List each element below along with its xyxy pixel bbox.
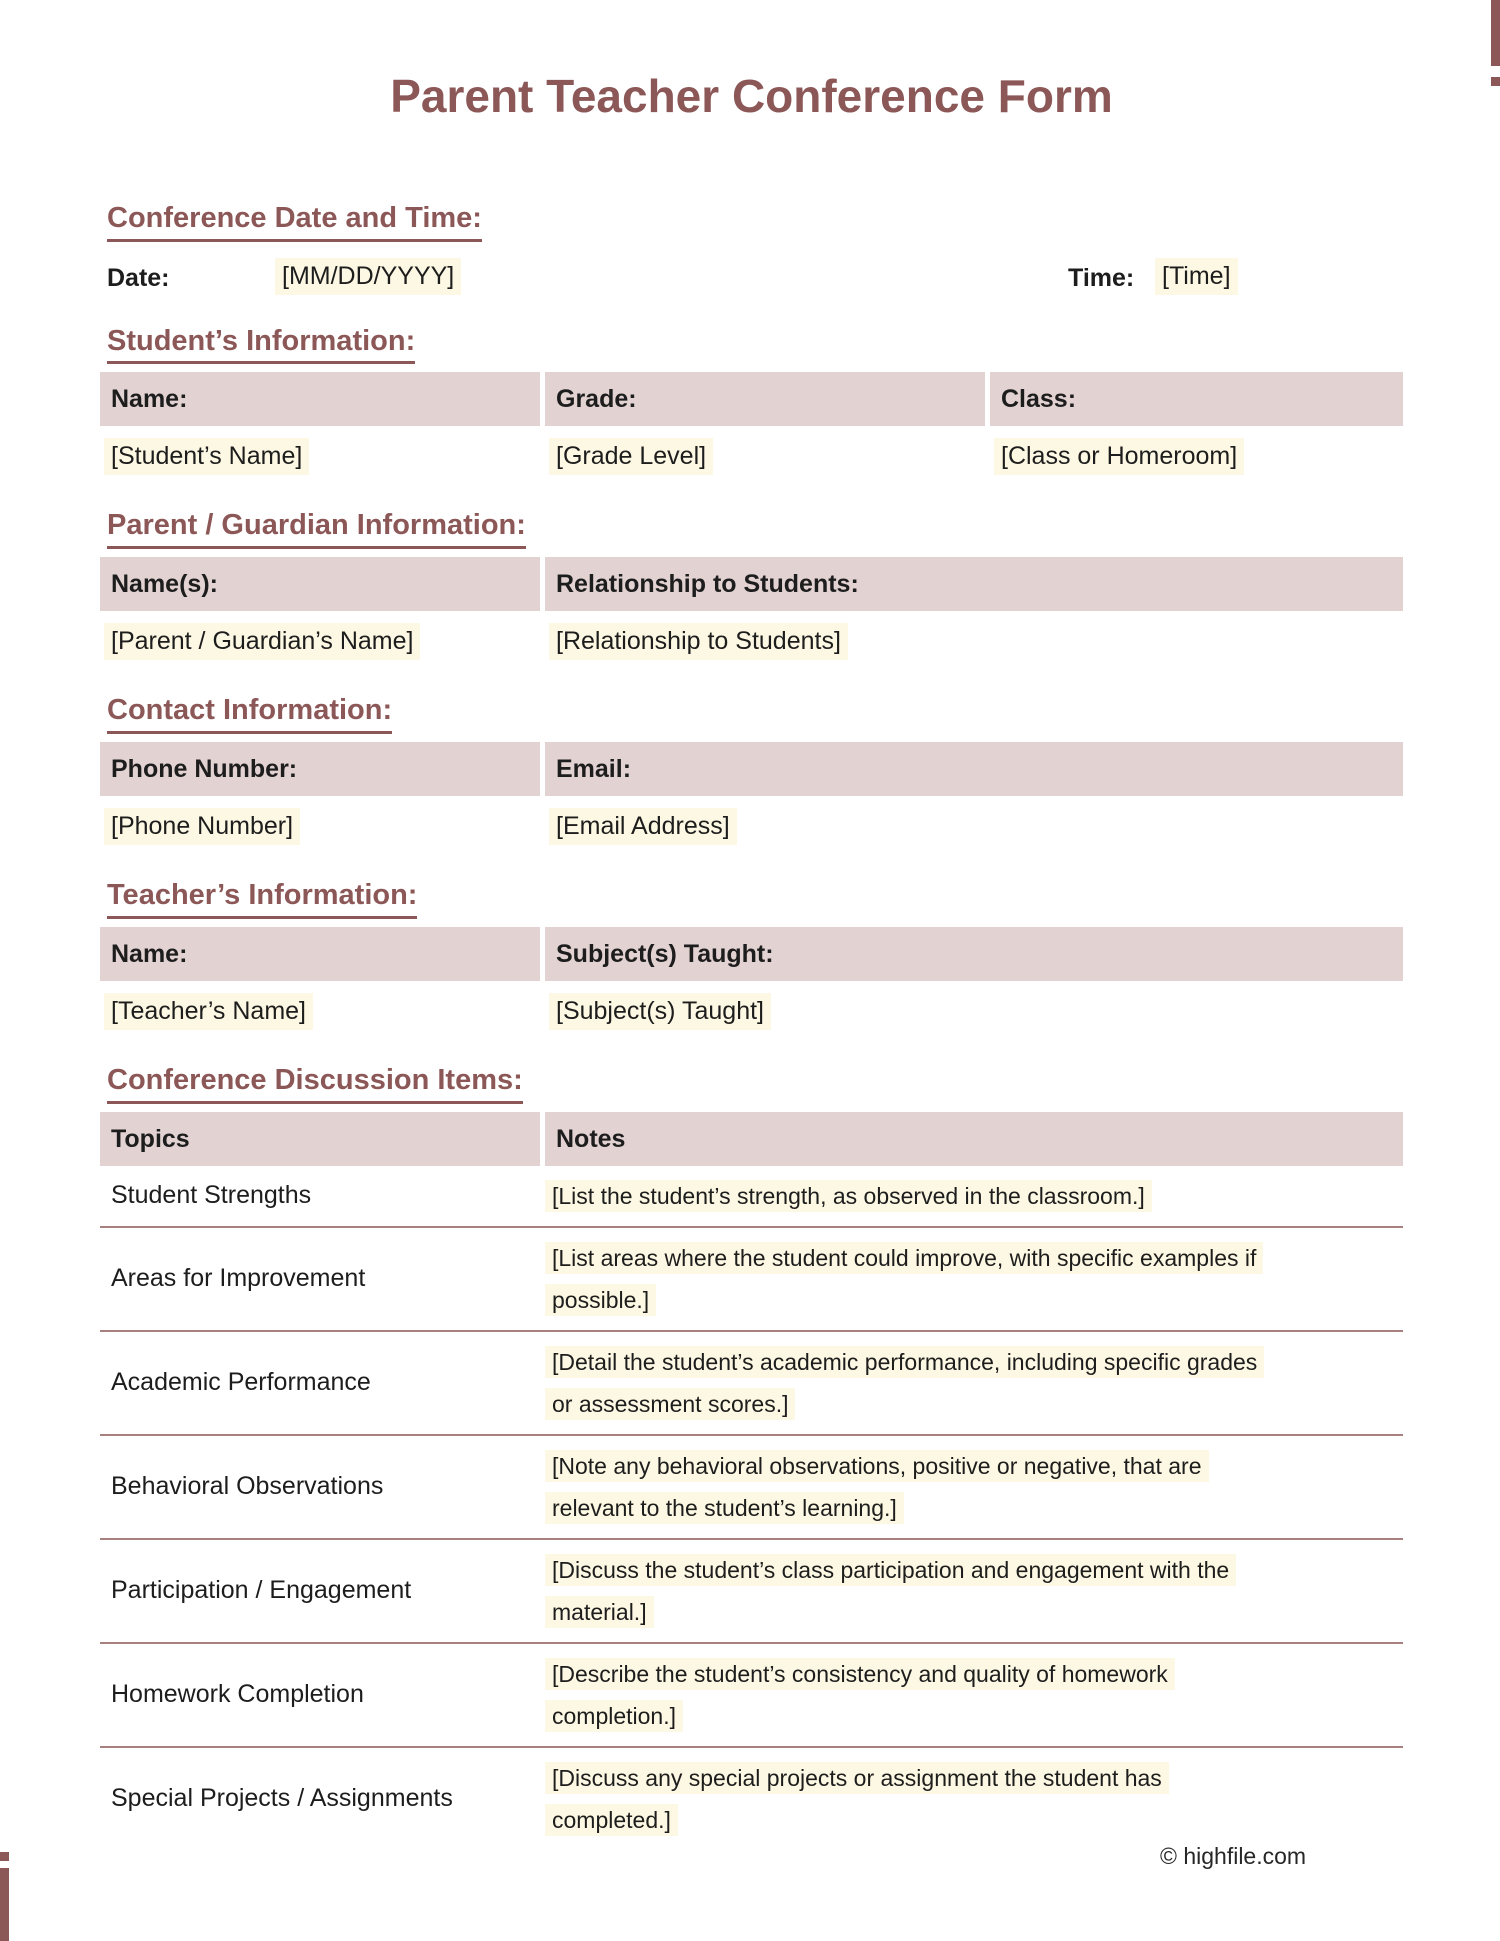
note-field[interactable]: [List areas where the student could improve, with specific examples if possible.]	[545, 1242, 1263, 1316]
student-grade-field[interactable]: [Grade Level]	[549, 438, 713, 475]
note-field[interactable]: [Discuss the student’s class participation and engagement with the material.]	[545, 1554, 1236, 1628]
section-heading-contact-info	[107, 693, 1403, 734]
topic-cell: Homework Completion	[111, 1680, 364, 1709]
discussion-table-header-row	[100, 1112, 1403, 1166]
section-heading-discussion-items	[107, 1063, 1403, 1104]
datetime-row	[100, 256, 1403, 304]
table-row	[100, 1166, 1403, 1226]
footer-credit: © highfile.com	[1160, 1843, 1307, 1869]
time-label: Time:	[1068, 263, 1135, 292]
column-header-topics: Topics	[100, 1112, 540, 1166]
table-row	[100, 1746, 1403, 1850]
column-header-parent-relationship: Relationship to Students:	[545, 557, 1403, 611]
note-field[interactable]: [List the student’s strength, as observed in the classroom.]	[545, 1180, 1152, 1212]
teacher-info-value-row	[100, 981, 1403, 1043]
table-row	[100, 1642, 1403, 1746]
column-header-notes: Notes	[545, 1112, 1403, 1166]
note-field[interactable]: [Detail the student’s academic performance, including specific grades or assessment scores.]	[545, 1346, 1264, 1420]
contact-info-header-row	[100, 742, 1403, 796]
column-header-student-name: Name:	[100, 372, 540, 426]
phone-number-field[interactable]: [Phone Number]	[104, 808, 300, 845]
column-header-email: Email:	[545, 742, 1403, 796]
section-heading-student-info	[107, 324, 1403, 365]
note-field[interactable]: [Discuss any special projects or assignment the student has completed.]	[545, 1762, 1169, 1836]
topic-cell: Areas for Improvement	[111, 1264, 366, 1293]
table-row	[100, 1538, 1403, 1642]
parent-relationship-field[interactable]: [Relationship to Students]	[549, 623, 848, 660]
section-heading-datetime	[107, 201, 1403, 242]
table-row	[100, 1330, 1403, 1434]
topic-cell: Student Strengths	[111, 1181, 312, 1210]
table-row	[100, 1226, 1403, 1330]
section-heading-text: Student’s Information:	[107, 324, 415, 365]
section-heading-teacher-info	[107, 878, 1403, 919]
section-heading-text: Contact Information:	[107, 693, 392, 734]
document-content	[100, 0, 1403, 1850]
accent-mark-bottom-left-bar	[0, 1868, 9, 1941]
table-row	[100, 1434, 1403, 1538]
topic-cell: Behavioral Observations	[111, 1472, 384, 1501]
accent-mark-top-right-dot	[1491, 77, 1500, 86]
parent-name-field[interactable]: [Parent / Guardian’s Name]	[104, 623, 420, 660]
date-label: Date:	[107, 263, 170, 292]
column-header-subjects-taught: Subject(s) Taught:	[545, 927, 1403, 981]
column-header-student-grade: Grade:	[545, 372, 985, 426]
date-field[interactable]: [MM/DD/YYYY]	[275, 258, 461, 295]
teacher-name-field[interactable]: [Teacher’s Name]	[104, 993, 313, 1030]
section-heading-parent-info	[107, 508, 1403, 549]
student-class-field[interactable]: [Class or Homeroom]	[994, 438, 1244, 475]
time-field[interactable]: [Time]	[1155, 258, 1238, 295]
student-name-field[interactable]: [Student’s Name]	[104, 438, 309, 475]
section-heading-text: Parent / Guardian Information:	[107, 508, 526, 549]
page-title: Parent Teacher Conference Form	[390, 70, 1113, 122]
topic-cell: Special Projects / Assignments	[111, 1784, 453, 1813]
accent-mark-top-right-bar	[1491, 0, 1500, 66]
teacher-info-header-row	[100, 927, 1403, 981]
topic-cell: Participation / Engagement	[111, 1576, 412, 1605]
section-heading-text: Conference Discussion Items:	[107, 1063, 523, 1104]
topic-cell: Academic Performance	[111, 1368, 371, 1397]
parent-info-value-row	[100, 611, 1403, 673]
section-heading-text: Teacher’s Information:	[107, 878, 417, 919]
parent-info-header-row	[100, 557, 1403, 611]
note-field[interactable]: [Describe the student’s consistency and quality of homework completion.]	[545, 1658, 1175, 1732]
section-heading-text: Conference Date and Time:	[107, 201, 482, 242]
contact-info-value-row	[100, 796, 1403, 858]
column-header-parent-name: Name(s):	[100, 557, 540, 611]
email-field[interactable]: [Email Address]	[549, 808, 737, 845]
student-info-header-row	[100, 372, 1403, 426]
student-info-value-row	[100, 426, 1403, 488]
accent-mark-bottom-left-dot	[0, 1852, 9, 1861]
note-field[interactable]: [Note any behavioral observations, positive or negative, that are relevant to the student’s learning.]	[545, 1450, 1209, 1524]
column-header-phone: Phone Number:	[100, 742, 540, 796]
column-header-teacher-name: Name:	[100, 927, 540, 981]
column-header-student-class: Class:	[990, 372, 1403, 426]
subjects-taught-field[interactable]: [Subject(s) Taught]	[549, 993, 771, 1030]
